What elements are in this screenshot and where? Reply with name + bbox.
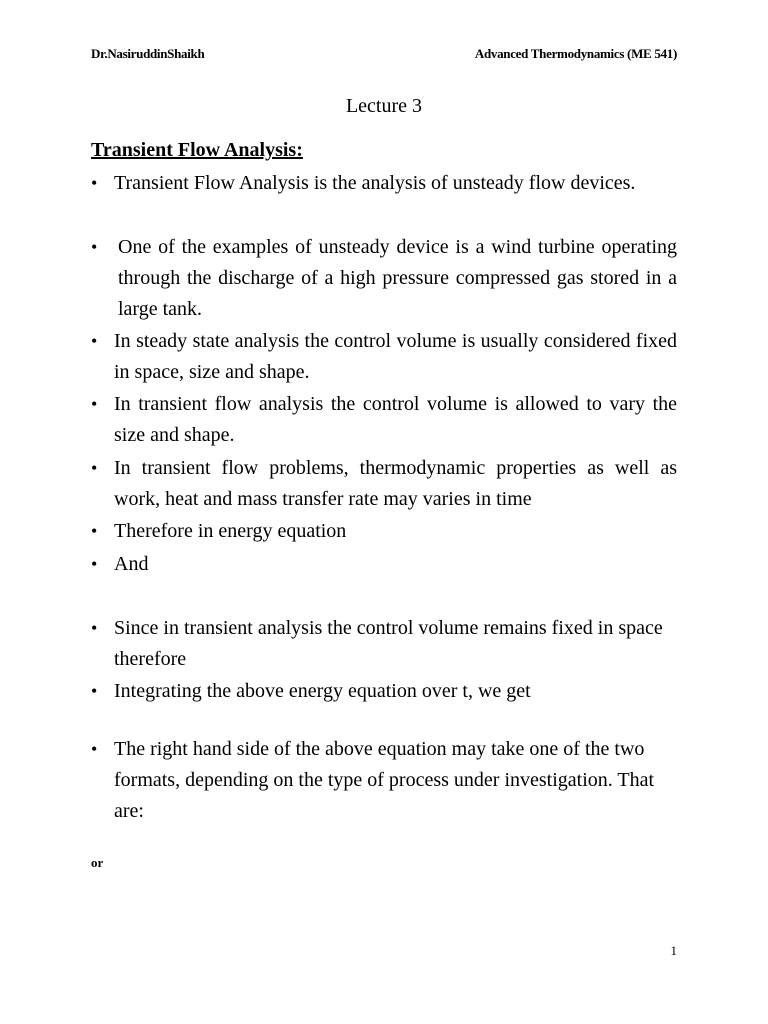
bullet-text: Transient Flow Analysis is the analysis of unsteady flow devices.: [114, 172, 636, 194]
bullet-text: Since in transient analysis the control volume remains fixed in space therefore: [114, 617, 663, 670]
bullet-icon: •: [91, 237, 98, 257]
bullet-item-7: [91, 549, 677, 580]
bullet-text: Integrating the above energy equation over t, we get: [114, 680, 531, 702]
bullet-icon: •: [91, 681, 98, 701]
bullet-text: In transient flow analysis the control volume is allowed to vary the size and shape.: [114, 393, 677, 446]
bullet-text: In steady state analysis the control volume is usually considered fixed in space, size and shape.: [114, 330, 677, 383]
header-course: Advanced Thermodynamics (ME 541): [474, 46, 677, 61]
bullet-item-5: [91, 453, 677, 515]
bullet-item-2: [91, 232, 677, 325]
lecture-title: Lecture 3: [345, 95, 423, 117]
bullet-text: And: [114, 553, 149, 575]
bullet-text: Therefore in energy equation: [114, 520, 347, 542]
bullet-item-4: [91, 389, 677, 451]
bullet-text: In transient flow problems, thermodynamic properties as well as work, heat and mass transfer rate may varies in time: [114, 457, 677, 510]
header-author: Dr.NasiruddinShaikh: [91, 46, 205, 61]
bullet-item-6: [91, 516, 677, 547]
page-number: 1: [670, 943, 677, 958]
bullet-icon: •: [91, 173, 98, 193]
bullet-item-3: [91, 326, 677, 388]
bullet-icon: •: [91, 331, 98, 351]
bullet-item-10: [91, 734, 677, 827]
bullet-text: One of the examples of unsteady device is a wind turbine operating through the discharge of a high pressure compressed gas stored in a large tank.: [118, 236, 677, 320]
bullet-item-1: [91, 168, 677, 199]
bullet-icon: •: [91, 521, 98, 541]
section-title: Transient Flow Analysis:: [91, 139, 303, 161]
bullet-icon: •: [91, 394, 98, 414]
bullet-icon: •: [91, 618, 98, 638]
bullet-icon: •: [91, 739, 98, 759]
bullet-text: The right hand side of the above equation may take one of the two formats, depending on the type of process under investigation. That are:: [114, 738, 655, 822]
bullet-item-8: [91, 613, 677, 675]
or-text: or: [91, 855, 104, 870]
bullet-icon: •: [91, 458, 98, 478]
bullet-icon: •: [91, 554, 98, 574]
bullet-item-9: [91, 676, 677, 707]
